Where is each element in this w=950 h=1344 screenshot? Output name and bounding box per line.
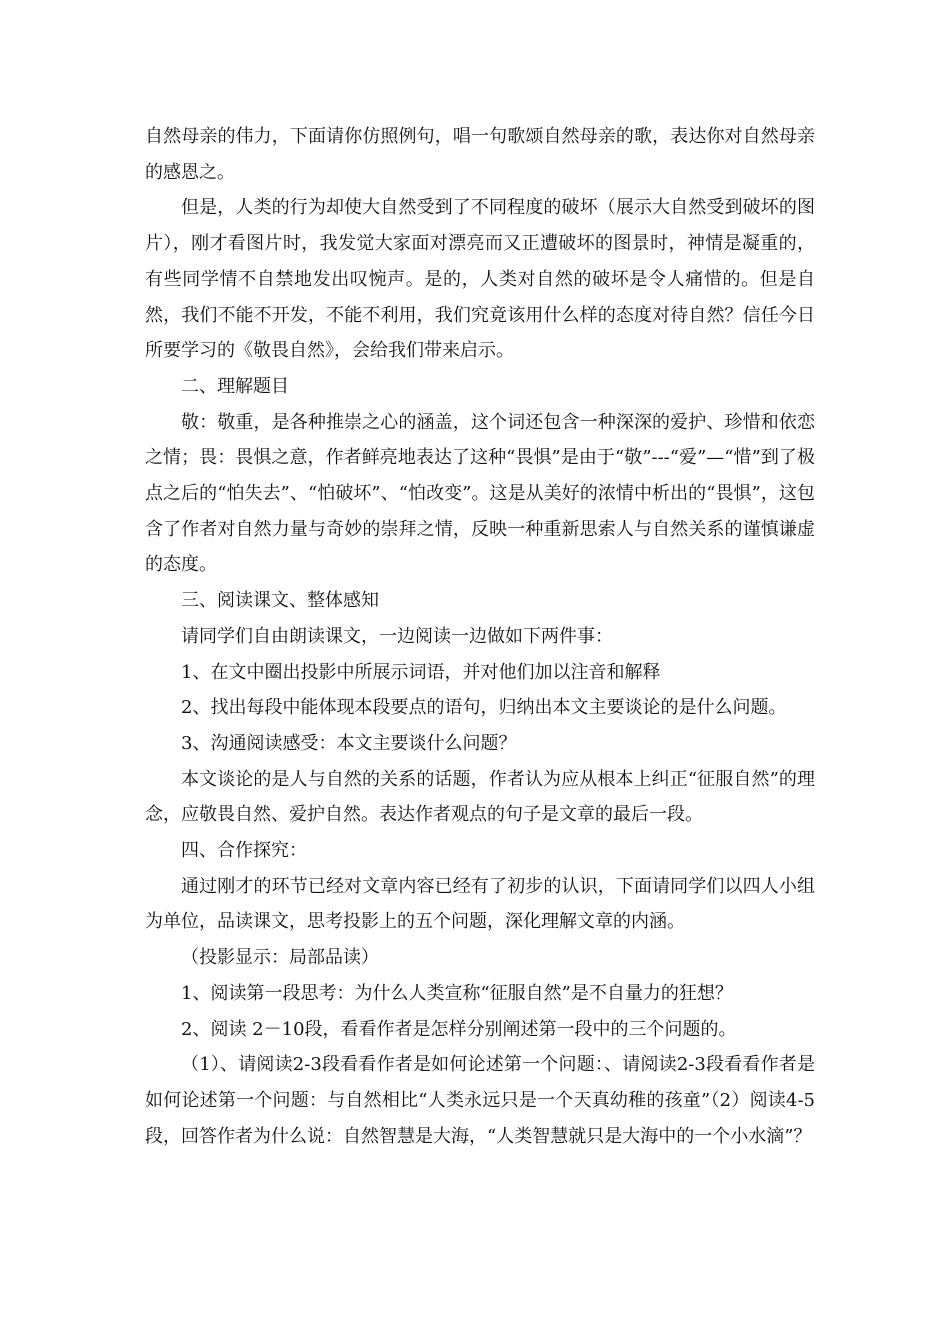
- list-item-task-1: 1、在文中圈出投影中所展示词语，并对他们加以注音和解释: [181, 661, 661, 683]
- paragraph-reading-instruction: 请同学们自由朗读课文，一边阅读一边做如下两件事：: [181, 625, 613, 647]
- section-heading-read-text: 三、阅读课文、整体感知: [181, 590, 379, 612]
- paragraph-group-work: 通过刚才的环节已经对文章内容已经有了初步的认识，下面请同学们以四人小组为单位，品读课文，思考投影上的五个问题，深化理解文章的内涵。: [145, 875, 815, 933]
- list-item-task-2: 2、找出每段中能体现本段要点的语句，归纳出本文主要谈论的是什么问题。: [181, 697, 787, 719]
- section-heading-understand-title: 二、理解题目: [181, 375, 289, 397]
- list-item-sub-questions: （1）、请阅读2-3段看看作者是如何论述第一个问题：、请阅读2-3段看看作者是如何论述第一个问题：与自然相比“人类永远只是一个天真幼稚的孩童”（2）阅读4-5段，回答作者为什么说：自然智慧是大海，“人类智慧就只是大海中的一个小水滴”？: [145, 1054, 815, 1147]
- paragraph-destruction: 但是，人类的行为却使大自然受到了不同程度的破坏（展示大自然受到破坏的图片），刚才看图片时，我发觉大家面对漂亮而又正遭破坏的图景时，神情是凝重的，有些同学情不自禁地发出叹惋声。是的，人类对自然的破坏是令人痛惜的。但是自然，我们不能不开发，不能不利用，我们究竟该用什么样的态度对待自然？信任今日所要学习的《敬畏自然》，会给我们带来启示。: [145, 197, 815, 362]
- document-body: [145, 119, 815, 1154]
- list-item-question-2: 2、阅读 2－10段，看看作者是怎样分别阐述第一段中的三个问题的。: [181, 1018, 737, 1040]
- paragraph-intro-continuation: 自然母亲的伟力，下面请你仿照例句，唱一句歌颂自然母亲的歌，表达你对自然母亲的感恩之。: [145, 126, 815, 183]
- paragraph-main-idea: 本文谈论的是人与自然的关系的话题，作者认为应从根本上纠正“征服自然”的理念，应敬畏自然、爱护自然。表达作者观点的句子是文章的最后一段。: [145, 768, 815, 826]
- list-item-question-1: 1、阅读第一段思考：为什么人类宣称“征服自然”是不自量力的狂想？: [181, 982, 733, 1004]
- section-heading-cooperative-inquiry: 四、合作探究：: [181, 840, 307, 862]
- list-item-task-3: 3、沟通阅读感受：本文主要谈什么问题？: [181, 732, 517, 754]
- paragraph-title-explanation: 敬：敬重，是各种推崇之心的涵盖，这个词还包含一种深深的爱护、珍惜和依恋之情；畏：畏惧之意，作者鲜亮地表达了这种“畏惧”是由于“敬”---“爱”—“惜”到了极点之后的“怕失去”、“怕破坏”、“怕改变”。这是从美好的浓情中析出的“畏惧”，这包含了作者对自然力量与奇妙的崇拜之情，反映一种重新思索人与自然关系的谨慎谦虚的态度。: [145, 411, 815, 576]
- paragraph-projection-note: （投影显示：局部品读）: [181, 947, 379, 969]
